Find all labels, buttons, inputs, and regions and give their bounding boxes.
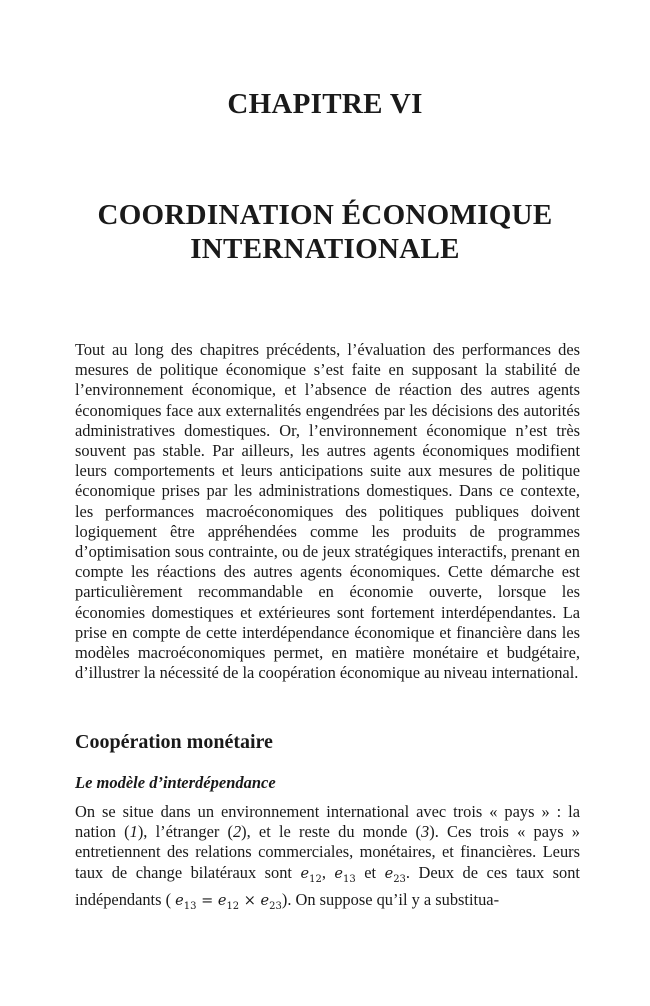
section-heading: Coopération monétaire (75, 731, 273, 753)
model-text-7: ). On suppose qu’il y a substitua- (281, 889, 500, 909)
chapter-title-line-1: COORDINATION ÉCONOMIQUE (97, 199, 553, 231)
model-text-3: ), et le reste du monde ( (241, 822, 422, 842)
equation: $e_{13} = e_{12} \times e_{23}$ (175, 892, 282, 912)
model-text-4: ). Ces trois « pays » entretiennent des relations commerciales, monétaires, et financières. Leurs taux de change bilatéraux sont (75, 822, 580, 882)
country-1: 1 (129, 822, 138, 842)
model-paragraph (75, 802, 580, 917)
rate-separator: , (321, 862, 335, 882)
country-3: 3 (421, 822, 430, 842)
chapter-label: CHAPITRE VI (227, 88, 423, 120)
chapter-title-line-2: INTERNATIONALE (190, 233, 460, 265)
model-text-6: . Deux de ces taux sont indépendants ( (75, 862, 580, 909)
rate-e12: $e_{12}$ (300, 865, 322, 885)
subsection-heading: Le modèle d’interdépendance (75, 773, 276, 792)
chapter-title (0, 198, 650, 266)
country-2: 2 (232, 822, 242, 842)
model-text-2: ), l’étranger ( (137, 822, 233, 842)
rate-e23: $e_{23}$ (384, 865, 406, 885)
model-text-1: On se situe dans un environnement international avec trois « pays » : la nation ( (75, 802, 580, 842)
intro-paragraph: Tout au long des chapitres précédents, l’évaluation des performances des mesures de politique économique s’est faite en supposant la stabilité de l’environnement économique, et l’absence de réaction des autres agents économiques face aux externalités engendrées par les décisions des autorités administratives domestiques. Or, l’environnement économique n’est très souvent pas stable. Par ailleurs, les autres agents économiques modifient leurs comportements et leurs anticipations suite aux mesures de politique économique prises par les administrations domestiques. Dans ce contexte, les performances macroéconomiques des politiques publiques doivent logiquement être appréhendées comme les produits de programmes d’optimisation sous contrainte, ou de jeux stratégiques interactifs, prenant en compte les réactions des autres agents économiques. Cette démarche est particulièrement recommandable en économie ouverte, lorsque les économies domestiques et extérieures sont fortement interdépendantes. La prise en compte de cette interdépendance économique et financière dans les modèles macroéconomiques permet, en matière monétaire et budgétaire, d’illustrer la nécessité de la coopération économique au niveau international. (75, 340, 580, 683)
model-text-5: et (355, 862, 385, 882)
rate-e13: $e_{13}$ (334, 865, 356, 885)
